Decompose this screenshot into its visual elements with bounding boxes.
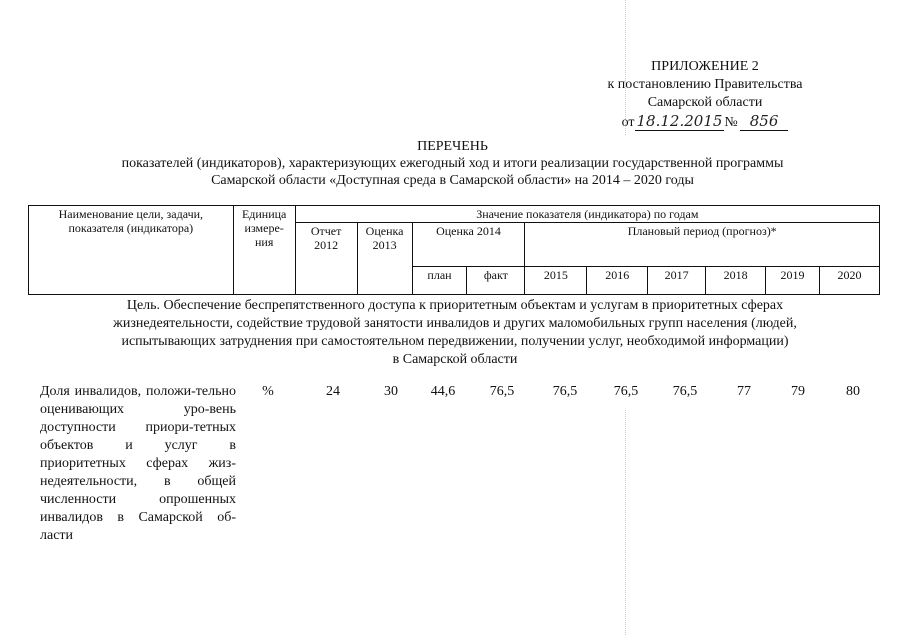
appendix-line1: к постановлению Правительства	[607, 77, 803, 92]
indicator-label: Доля инвалидов, положи-тельно оценивающих уро-вень доступности приори-тетных объектов и услуг в приоритетных сферах жиз-недеятельности, в общей численности опрошенных инвалидов в Самарской об-ласти	[40, 384, 236, 543]
indicator-table-header	[28, 205, 880, 295]
indicator-value: 44,6	[430, 384, 456, 399]
header-name-col: Наименование цели, задачи, показателя (индикатора)	[29, 206, 234, 295]
appendix-line2: Самарской области	[647, 95, 763, 110]
handwritten-number: 856	[740, 112, 789, 131]
title-line3: Самарской области «Доступная среда в Самарской области» на 2014 – 2020 годы	[211, 173, 694, 188]
goal-line: испытывающих затруднения при самостоятельном передвижении, получении услуг, необходимой информации)	[121, 334, 789, 349]
indicator-value: 24	[326, 384, 340, 399]
header-year: 2020	[820, 267, 880, 295]
indicator-value: 30	[384, 384, 398, 399]
indicator-value: 76,5	[672, 384, 698, 399]
handwritten-date: 18.12.2015	[636, 112, 723, 130]
document-title	[0, 138, 905, 189]
indicator-value: 79	[791, 384, 805, 399]
title-line2: показателей (индикаторов), характеризующих ежегодный ход и итоги реализации государственной программы	[121, 156, 784, 171]
header-planned-period: Плановый период (прогноз)*	[525, 223, 880, 267]
header-year: 2019	[766, 267, 820, 295]
goal-line: жизнедеятельности, содействие трудовой занятости инвалидов и других маломобильных групп населения (людей,	[113, 316, 797, 331]
header-year: 2016	[587, 267, 648, 295]
goal-line: в Самарской области	[392, 352, 518, 367]
header-year: 2018	[706, 267, 766, 295]
indicator-unit: %	[262, 384, 274, 399]
scan-dotted-line	[625, 0, 627, 135]
appendix-block	[540, 58, 870, 132]
indicator-value: 76,5	[552, 384, 578, 399]
goal-line: Цель. Обеспечение беспрепятственного доступа к приоритетным объектам и услугам в приоритетных сферах	[126, 298, 784, 313]
number-prefix: №	[724, 115, 738, 130]
date-prefix: от	[621, 115, 635, 130]
appendix-title: ПРИЛОЖЕНИЕ 2	[651, 59, 759, 74]
appendix-date-line	[540, 112, 870, 132]
header-report-2012: Отчет 2012	[295, 223, 357, 295]
header-values-group: Значение показателя (индикатора) по годам	[295, 206, 879, 223]
header-year: 2015	[525, 267, 587, 295]
indicator-value: 80	[846, 384, 860, 399]
goal-text	[40, 297, 870, 369]
header-estimate-2014: Оценка 2014	[412, 223, 525, 267]
indicator-value: 76,5	[489, 384, 515, 399]
scan-dotted-line	[625, 410, 627, 635]
title-heading: ПЕРЕЧЕНЬ	[417, 139, 488, 154]
header-plan: план	[412, 267, 467, 295]
header-unit-col: Единица измере-ния	[233, 206, 295, 295]
header-estimate-2013: Оценка 2013	[357, 223, 412, 295]
header-year: 2017	[648, 267, 706, 295]
indicator-value: 76,5	[613, 384, 639, 399]
indicator-value: 77	[737, 384, 751, 399]
header-fact: факт	[467, 267, 525, 295]
